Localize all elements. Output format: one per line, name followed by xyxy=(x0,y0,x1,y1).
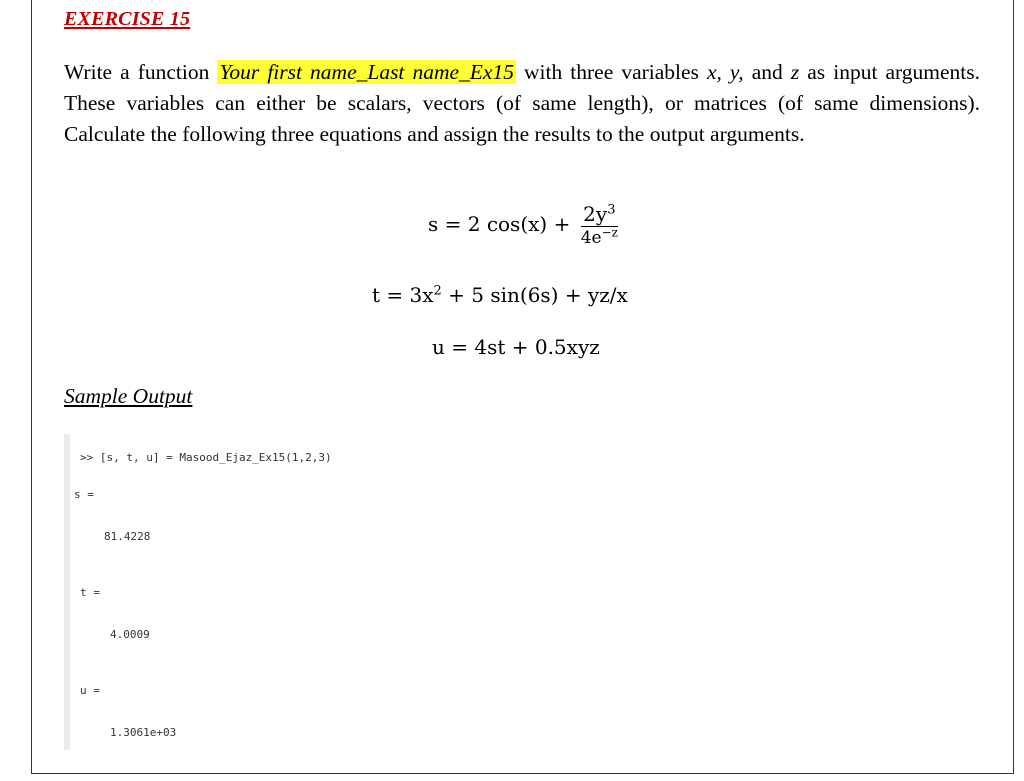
console-s-label: s = xyxy=(74,488,94,501)
equation-s-denominator: $4e^{-z}$ xyxy=(580,225,618,248)
console-output xyxy=(64,434,610,750)
console-u-value: 1.3061e+03 xyxy=(110,726,177,739)
equation-u: u = 4st + 0.5xyz xyxy=(432,335,600,359)
equation-s-lhs: s = 2 cos(x) + xyxy=(428,212,571,236)
console-t-value: 4.0009 xyxy=(110,628,150,641)
console-s-value: 81.4228 xyxy=(104,530,151,543)
desc-var-z: z xyxy=(790,60,800,84)
exercise-description xyxy=(64,57,980,150)
console-command: >> [s, t, u] = Masood_Ejaz_Ex15(1,2,3) xyxy=(80,451,332,464)
desc-text-4: as input arguments. These variables can either be scalars, vectors (of same length), or matrices (of same dimensions). Calculate the following three equations and assign the results to the output arguments. xyxy=(64,60,981,146)
console-t-label: t = xyxy=(80,586,100,599)
desc-text-3: and xyxy=(743,60,791,84)
sample-output-label: Sample Output xyxy=(64,384,193,408)
equation-s-numerator: $2y^3$ xyxy=(581,202,618,227)
desc-text-2: with three variables xyxy=(515,60,707,84)
exercise-title: EXERCISE 15 xyxy=(64,8,191,30)
desc-text-1: Write a function xyxy=(64,60,218,84)
console-u-label: u = xyxy=(80,684,100,697)
equation-s xyxy=(428,202,618,249)
desc-vars-xy: x, y, xyxy=(706,60,744,84)
equation-t: $t = 3x^2 + 5$ sin(6s) + yz/x xyxy=(372,283,628,307)
equation-s-fraction xyxy=(581,202,618,249)
function-name-highlight: Your first name_Last name_Ex15 xyxy=(219,60,514,84)
